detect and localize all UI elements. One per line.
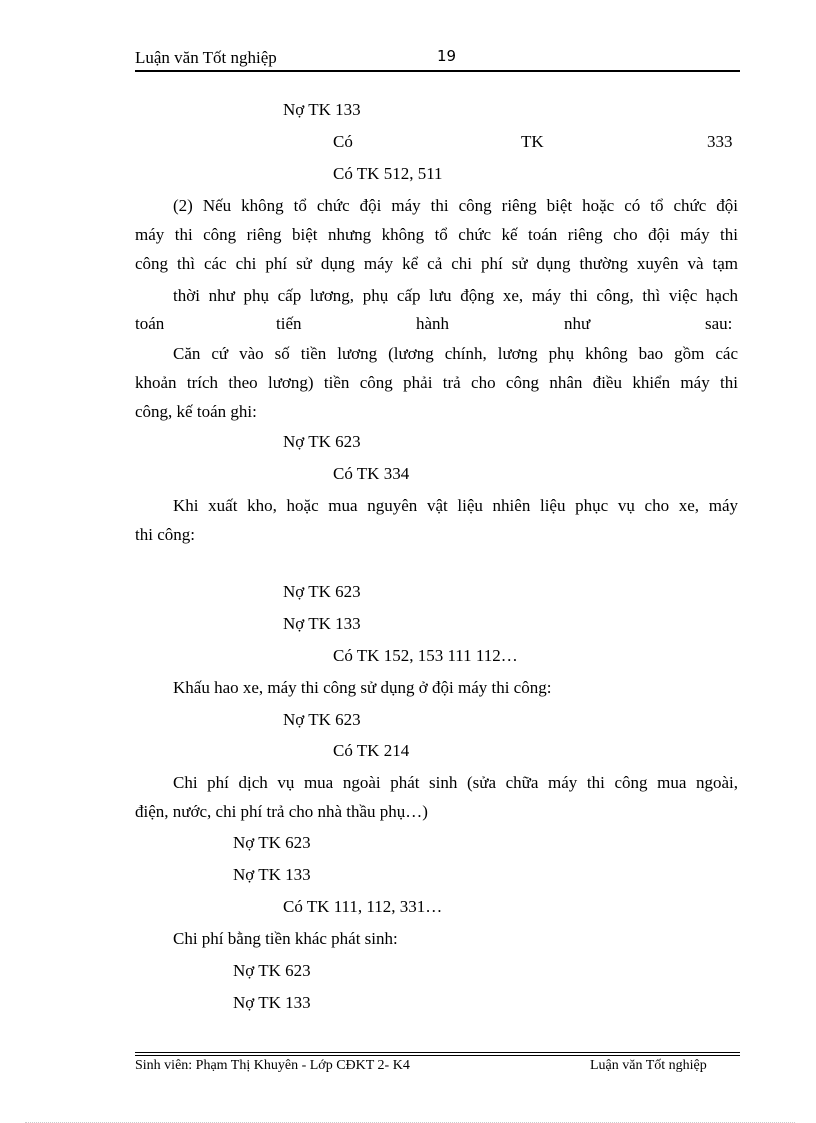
entry-credit-111-112-331: Có TK 111, 112, 331… (283, 897, 443, 916)
footer-rule (135, 1052, 740, 1053)
header-title: Luận văn Tốt nghiệp (135, 48, 277, 67)
paragraph-line: Khấu hao xe, máy thi công sử dụng ở đội máy thi công: (173, 678, 552, 697)
paragraph-line: công thì các chi phí sử dụng máy kể cả chi phí sử dụng thường xuyên và tạm (135, 254, 738, 273)
word-hanh: hành (416, 314, 450, 333)
paragraph-line: (2) Nếu không tổ chức đội máy thi công riêng biệt hoặc có tổ chức đội (173, 196, 738, 215)
paragraph-line: máy thi công riêng biệt nhưng không tổ chức kế toán riêng cho đội máy thi (135, 225, 738, 244)
entry-debit-623: Nợ TK 623 (233, 833, 311, 852)
paragraph-line: Khi xuất kho, hoặc mua nguyên vật liệu nhiên liệu phục vụ cho xe, máy (173, 496, 738, 515)
paragraph-line: Căn cứ vào số tiền lương (lương chính, lương phụ không bao gồm các (173, 344, 738, 363)
word-sau: sau: (705, 314, 733, 333)
footer-rule (135, 1055, 740, 1056)
paragraph-line: thi công: (135, 525, 195, 544)
paragraph-line: công, kế toán ghi: (135, 402, 257, 421)
entry-debit-133: Nợ TK 133 (283, 614, 361, 633)
entry-debit-133: Nợ TK 133 (233, 993, 311, 1012)
entry-credit-334: Có TK 334 (333, 464, 410, 483)
entry-debit-623: Nợ TK 623 (283, 710, 361, 729)
entry-credit-152-153: Có TK 152, 153 111 112… (333, 646, 518, 665)
paragraph-line: khoản trích theo lương) tiền công phải trả cho công nhân điều khiển máy thi (135, 373, 738, 392)
entry-credit-512-511: Có TK 512, 511 (333, 164, 443, 183)
word-tien: tiến (276, 314, 302, 333)
header-rule (135, 70, 740, 72)
paragraph-line: Chi phí bằng tiền khác phát sinh: (173, 929, 398, 948)
entry-credit-214: Có TK 214 (333, 741, 410, 760)
entry-debit-623: Nợ TK 623 (233, 961, 311, 980)
entry-credit-333-num: 333 (707, 132, 733, 151)
paragraph-line: điện, nước, chi phí trả cho nhà thầu phụ…) (135, 802, 428, 821)
entry-debit-623: Nợ TK 623 (283, 432, 361, 451)
entry-debit-133: Nợ TK 133 (233, 865, 311, 884)
word-toan: toán (135, 314, 165, 333)
entry-credit-333-co: Có (333, 132, 353, 151)
paragraph-line: thời như phụ cấp lương, phụ cấp lưu động xe, máy thi công, thì việc hạch (173, 286, 738, 305)
footer-student: Sinh viên: Phạm Thị Khuyên - Lớp CĐKT 2- K4 (135, 1058, 410, 1073)
entry-debit-133: Nợ TK 133 (283, 100, 361, 119)
word-nhu: như (564, 314, 591, 333)
footer-title: Luận văn Tốt nghiệp (590, 1058, 707, 1073)
paragraph-line: Chi phí dịch vụ mua ngoài phát sinh (sửa chữa máy thi công mua ngoài, (173, 773, 738, 792)
entry-debit-623: Nợ TK 623 (283, 582, 361, 601)
entry-credit-333-tk: TK (521, 132, 544, 151)
page-number: 19 (437, 47, 457, 65)
